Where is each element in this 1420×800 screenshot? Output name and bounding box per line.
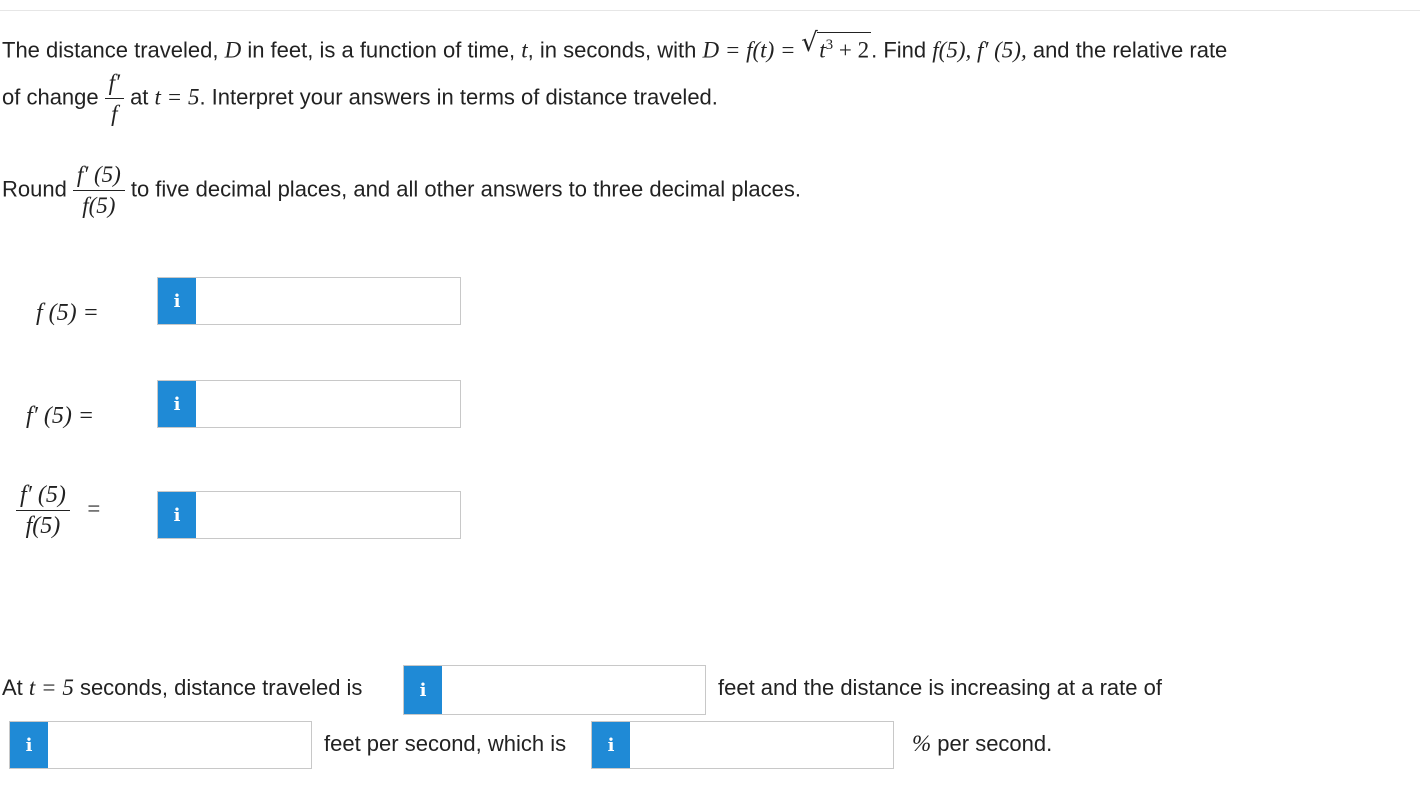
- sqrt-expression: [801, 28, 871, 65]
- ratio-input[interactable]: [196, 492, 477, 538]
- interp-text: seconds, distance traveled is: [73, 675, 363, 700]
- distance-input[interactable]: [442, 666, 723, 714]
- fp5-answer-box: [157, 380, 461, 428]
- info-icon[interactable]: i: [592, 722, 630, 768]
- percent-answer-box: [591, 721, 894, 769]
- f5-label: f (5) =: [36, 300, 99, 326]
- interp-text-2: feet and the distance is increasing at a rate of: [718, 675, 1162, 700]
- radicand-tail: + 2: [833, 37, 870, 63]
- round-label: Round: [2, 176, 67, 202]
- equals-sign: =: [85, 496, 102, 522]
- interp-text-3: feet per second, which is: [324, 731, 567, 756]
- interpretation-start: [2, 674, 362, 702]
- distance-answer-box: [403, 665, 706, 715]
- interp-text-4: [912, 730, 1052, 758]
- problem-line-1: [2, 28, 1228, 65]
- fraction-numerator: f′: [105, 70, 124, 99]
- rounding-instruction: [2, 162, 801, 219]
- fraction-denominator: f(5): [25, 513, 61, 539]
- fraction-denominator: f: [111, 101, 118, 126]
- radical-icon: √: [801, 28, 818, 58]
- formula-lhs: D = f(t) =: [702, 37, 802, 63]
- rounding-text: to five decimal places, and all other answers to three decimal places.: [130, 176, 801, 202]
- problem-text: at: [130, 84, 155, 110]
- exponent: 3: [825, 37, 834, 53]
- find-items: f(5), f′ (5),: [932, 37, 1027, 63]
- info-icon[interactable]: i: [158, 278, 196, 324]
- problem-text: of change: [2, 84, 99, 110]
- fraction-numerator: f′ (5): [16, 482, 70, 511]
- ratio-answer-box: [157, 491, 461, 539]
- fp5-label: f′ (5) =: [26, 403, 95, 429]
- t-equals: t = 5: [154, 84, 200, 110]
- info-icon[interactable]: i: [10, 722, 48, 768]
- ratio-label: [10, 482, 101, 539]
- problem-text: and the relative rate: [1026, 37, 1228, 63]
- problem-text: The distance traveled,: [2, 37, 225, 63]
- percent-sign: %: [912, 731, 932, 756]
- problem-text: . Interpret your answers in terms of distance traveled.: [199, 84, 718, 110]
- top-divider: [0, 10, 1420, 11]
- problem-text: in feet, is a function of time,: [241, 37, 522, 63]
- fp5-input[interactable]: [196, 381, 477, 427]
- interp-text: per second.: [931, 731, 1053, 756]
- rounding-fraction: [73, 162, 125, 219]
- radicand-t: t: [819, 37, 826, 63]
- rate-input[interactable]: [48, 722, 329, 768]
- ratio-fraction: [16, 482, 70, 539]
- info-icon[interactable]: i: [158, 492, 196, 538]
- rate-answer-box: [9, 721, 312, 769]
- f5-answer-box: [157, 277, 461, 325]
- interp-text: At: [2, 675, 29, 700]
- percent-input[interactable]: [630, 722, 911, 768]
- problem-line-2: [2, 70, 718, 127]
- relative-rate-fraction: [105, 70, 124, 127]
- fraction-numerator: f′ (5): [73, 162, 125, 191]
- var-d: D: [224, 37, 242, 63]
- var-t: t: [521, 37, 528, 63]
- info-icon[interactable]: i: [158, 381, 196, 427]
- t-equals: t = 5: [28, 675, 74, 700]
- f5-input[interactable]: [196, 278, 477, 324]
- info-icon[interactable]: i: [404, 666, 442, 714]
- problem-text: . Find: [871, 37, 933, 63]
- fraction-denominator: f(5): [82, 193, 116, 218]
- problem-text: , in seconds, with: [527, 37, 703, 63]
